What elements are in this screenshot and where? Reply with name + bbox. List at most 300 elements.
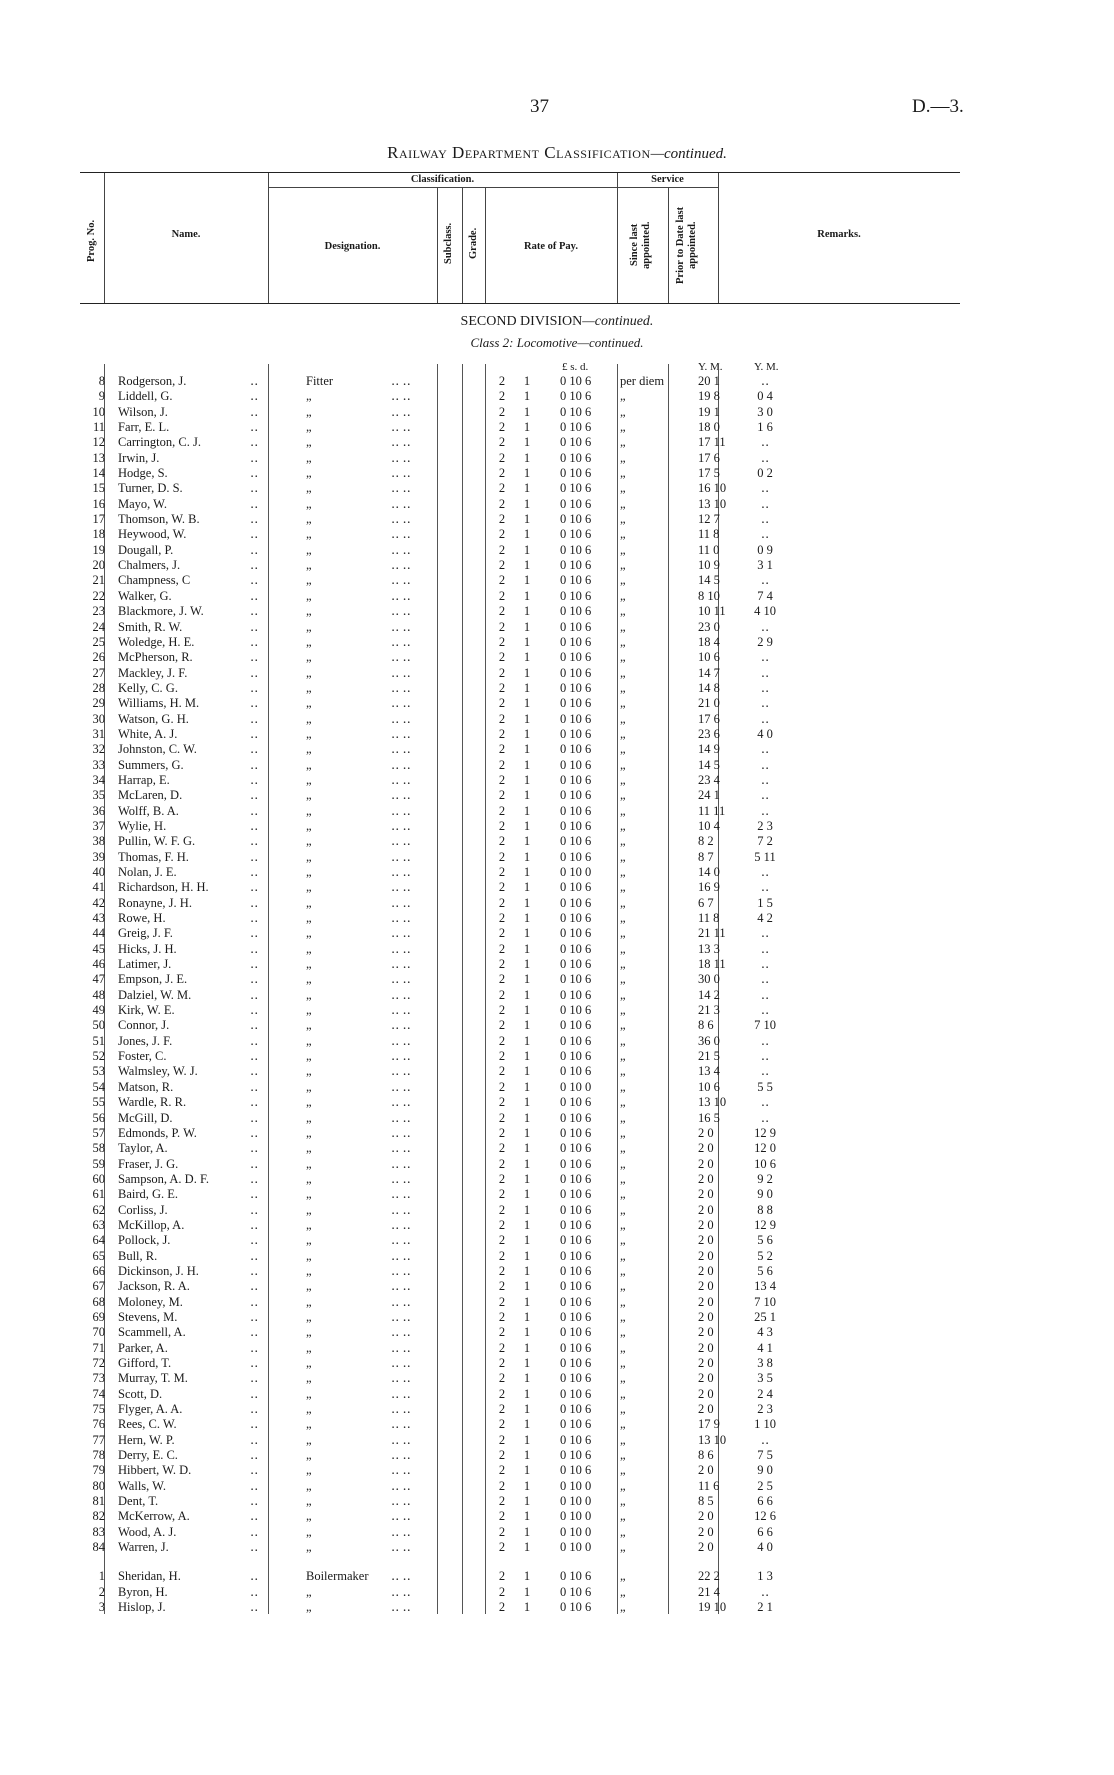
rate-cell: 0 10 6 bbox=[560, 1309, 592, 1324]
prog-no-cell: 43 bbox=[92, 911, 105, 926]
grade-cell: 1 bbox=[523, 941, 531, 956]
prior-to-date-cell: 25 1 bbox=[754, 1309, 776, 1324]
prior-to-date-cell: ‥ bbox=[760, 711, 770, 726]
since-last-cell: 23 4 bbox=[698, 772, 720, 787]
rate-cell: 0 10 6 bbox=[560, 1156, 592, 1171]
prog-no-cell: 56 bbox=[92, 1110, 105, 1125]
prog-no-cell: 71 bbox=[92, 1340, 105, 1355]
prior-to-date-cell: 2 5 bbox=[757, 1478, 773, 1493]
rate-cell: 0 10 6 bbox=[560, 542, 592, 557]
rate-unit-cell: „ bbox=[620, 957, 626, 972]
prior-to-date-cell: ‥ bbox=[760, 1064, 770, 1079]
table-row bbox=[80, 666, 960, 681]
prior-to-date-cell: 4 0 bbox=[757, 726, 773, 741]
prog-no-cell: 51 bbox=[92, 1033, 105, 1048]
since-last-cell: 13 10 bbox=[698, 496, 727, 511]
rate-cell: 0 10 6 bbox=[560, 481, 592, 496]
leader-dots: ‥ ‥ bbox=[391, 1448, 411, 1463]
table-row bbox=[80, 1018, 960, 1033]
table-row bbox=[80, 1295, 960, 1310]
leader-dots: ‥ ‥ bbox=[391, 650, 411, 665]
name-cell: Woledge, H. E. bbox=[118, 634, 195, 649]
grade-cell: 1 bbox=[523, 680, 531, 695]
prior-to-date-cell: ‥ bbox=[760, 865, 770, 879]
leader-dots: ‥ bbox=[250, 1540, 259, 1555]
leader-dots: ‥ ‥ bbox=[391, 1600, 411, 1615]
prior-to-date-cell: ‥ bbox=[760, 435, 770, 450]
prior-to-date-cell: ‥ bbox=[760, 680, 770, 695]
rate-unit-cell: „ bbox=[620, 435, 626, 450]
leader-dots: ‥ bbox=[250, 1202, 259, 1217]
rate-cell: 0 10 6 bbox=[560, 512, 592, 527]
prior-to-date-cell: 7 4 bbox=[757, 588, 773, 603]
prior-to-date-cell: ‥ bbox=[760, 757, 770, 772]
rate-cell: 0 10 6 bbox=[560, 1171, 592, 1186]
leader-dots: ‥ bbox=[250, 941, 259, 956]
rate-unit-cell: „ bbox=[620, 803, 626, 818]
leader-dots: ‥ ‥ bbox=[391, 665, 411, 680]
prog-no-cell: 40 bbox=[92, 865, 105, 879]
prog-no-cell: 82 bbox=[92, 1509, 105, 1524]
table-row bbox=[80, 1417, 960, 1432]
leader-dots: ‥ bbox=[250, 1049, 259, 1064]
table-row bbox=[80, 650, 960, 665]
leader-dots: ‥ bbox=[250, 1233, 259, 1248]
leader-dots: ‥ ‥ bbox=[391, 1524, 411, 1539]
rate-cell: 0 10 6 bbox=[560, 1033, 592, 1048]
leader-dots: ‥ ‥ bbox=[391, 941, 411, 956]
rate-cell: 0 10 6 bbox=[560, 957, 592, 972]
leader-dots: ‥ ‥ bbox=[391, 1217, 411, 1232]
prior-to-date-cell: 4 2 bbox=[757, 911, 773, 926]
prior-to-date-cell: ‥ bbox=[760, 374, 770, 388]
section-title bbox=[0, 314, 1114, 330]
subclass-cell: 2 bbox=[498, 1171, 506, 1186]
name-cell: Smith, R. W. bbox=[118, 619, 183, 634]
leader-dots: ‥ bbox=[250, 634, 259, 649]
since-last-cell: 10 6 bbox=[698, 1079, 720, 1094]
since-last-cell: 11 8 bbox=[698, 527, 720, 542]
name-cell: Dougall, P. bbox=[118, 542, 174, 557]
prog-no-cell: 34 bbox=[92, 772, 105, 787]
grade-cell: 1 bbox=[523, 1463, 531, 1478]
table-row bbox=[80, 1249, 960, 1264]
prog-no-cell: 76 bbox=[92, 1417, 105, 1432]
prior-to-date-cell: 4 1 bbox=[757, 1340, 773, 1355]
designation-cell: „ bbox=[306, 481, 312, 496]
leader-dots: ‥ bbox=[250, 573, 259, 588]
name-cell: Baird, G. E. bbox=[118, 1187, 179, 1202]
subclass-cell: 2 bbox=[498, 389, 506, 404]
rate-unit-cell: „ bbox=[620, 1095, 626, 1110]
table-row bbox=[80, 819, 960, 834]
class-title: Class 2: Locomotive—continued. bbox=[470, 335, 644, 350]
since-last-cell: 10 4 bbox=[698, 818, 720, 833]
header-designation: Designation. bbox=[324, 241, 381, 252]
prior-to-date-cell: 1 3 bbox=[757, 1569, 773, 1584]
prog-no-cell: 68 bbox=[92, 1294, 105, 1309]
prior-to-date-cell: 3 1 bbox=[757, 558, 773, 573]
rate-cell: 0 10 0 bbox=[560, 1524, 592, 1539]
subclass-cell: 2 bbox=[498, 1187, 506, 1202]
leader-dots: ‥ ‥ bbox=[391, 435, 411, 450]
grade-cell: 1 bbox=[523, 1402, 531, 1417]
since-last-cell: 14 5 bbox=[698, 757, 720, 772]
grade-cell: 1 bbox=[523, 803, 531, 818]
subclass-cell: 2 bbox=[498, 1417, 506, 1432]
prior-to-date-cell: 12 6 bbox=[754, 1509, 776, 1524]
since-last-cell: 17 5 bbox=[698, 466, 720, 481]
prog-no-cell: 18 bbox=[92, 527, 105, 542]
rate-cell: 0 10 6 bbox=[560, 1356, 592, 1370]
prog-no-cell: 81 bbox=[92, 1494, 105, 1509]
since-last-cell: 2 0 bbox=[698, 1171, 714, 1186]
designation-cell: Fitter bbox=[306, 374, 334, 388]
designation-cell: „ bbox=[306, 818, 312, 833]
subclass-cell: 2 bbox=[498, 1248, 506, 1263]
rate-unit-cell: „ bbox=[620, 1584, 626, 1599]
leader-dots: ‥ ‥ bbox=[391, 1018, 411, 1033]
rate-unit-cell: „ bbox=[620, 1202, 626, 1217]
prior-to-date-cell: 2 4 bbox=[757, 1386, 773, 1401]
rate-unit-cell: „ bbox=[620, 466, 626, 481]
table-row bbox=[80, 1157, 960, 1172]
rate-cell: 0 10 6 bbox=[560, 604, 592, 619]
prog-no-cell: 27 bbox=[92, 665, 105, 680]
grade-cell: 1 bbox=[523, 895, 531, 910]
leader-dots: ‥ bbox=[250, 1417, 259, 1432]
leader-dots: ‥ bbox=[250, 987, 259, 1002]
name-cell: Bull, R. bbox=[118, 1248, 158, 1263]
header-name: Name. bbox=[171, 229, 201, 240]
rate-cell: 0 10 6 bbox=[560, 987, 592, 1002]
since-last-cell: 14 8 bbox=[698, 680, 720, 695]
rate-cell: 0 10 6 bbox=[560, 1125, 592, 1140]
designation-cell: „ bbox=[306, 588, 312, 603]
grade-cell: 1 bbox=[523, 1049, 531, 1064]
prog-no-cell: 60 bbox=[92, 1171, 105, 1186]
subclass-cell: 2 bbox=[498, 588, 506, 603]
prog-no-cell: 75 bbox=[92, 1402, 105, 1417]
table-row bbox=[80, 773, 960, 788]
designation-cell: „ bbox=[306, 1386, 312, 1401]
leader-dots: ‥ bbox=[250, 895, 259, 910]
prog-no-cell: 23 bbox=[92, 604, 105, 619]
name-cell: Latimer, J. bbox=[118, 957, 172, 972]
leader-dots: ‥ bbox=[250, 558, 259, 573]
rate-unit-cell: „ bbox=[620, 1125, 626, 1140]
rate-unit-cell: „ bbox=[620, 680, 626, 695]
grade-cell: 1 bbox=[523, 466, 531, 481]
subclass-cell: 2 bbox=[498, 1202, 506, 1217]
leader-dots: ‥ ‥ bbox=[391, 1233, 411, 1248]
prior-to-date-cell: ‥ bbox=[760, 1432, 770, 1447]
table-row bbox=[80, 604, 960, 619]
leader-dots: ‥ ‥ bbox=[391, 1095, 411, 1110]
name-cell: Moloney, M. bbox=[118, 1294, 183, 1309]
rate-cell: 0 10 6 bbox=[560, 1018, 592, 1033]
leader-dots: ‥ bbox=[250, 696, 259, 711]
leader-dots: ‥ ‥ bbox=[391, 619, 411, 634]
rate-unit-cell: „ bbox=[620, 1540, 626, 1555]
prog-no-cell: 65 bbox=[92, 1248, 105, 1263]
leader-dots: ‥ bbox=[250, 1141, 259, 1156]
prog-no-cell: 11 bbox=[92, 420, 105, 435]
prog-no-cell: 59 bbox=[92, 1156, 105, 1171]
leader-dots: ‥ bbox=[250, 1263, 259, 1278]
table-row bbox=[80, 1341, 960, 1356]
designation-cell: „ bbox=[306, 941, 312, 956]
since-last-cell: 17 11 bbox=[698, 435, 726, 450]
leader-dots: ‥ ‥ bbox=[391, 788, 411, 803]
grade-cell: 1 bbox=[523, 634, 531, 649]
leader-dots: ‥ bbox=[250, 1509, 259, 1524]
designation-cell: „ bbox=[306, 634, 312, 649]
table-row bbox=[80, 1569, 960, 1584]
name-cell: Dalziel, W. M. bbox=[118, 987, 192, 1002]
leader-dots: ‥ bbox=[250, 757, 259, 772]
leader-dots: ‥ ‥ bbox=[391, 588, 411, 603]
rate-cell: 0 10 6 bbox=[560, 803, 592, 818]
since-last-cell: 36 0 bbox=[698, 1033, 720, 1048]
since-last-cell: 2 0 bbox=[698, 1340, 714, 1355]
prog-no-cell: 70 bbox=[92, 1325, 105, 1340]
prior-to-date-cell: 4 10 bbox=[754, 604, 776, 619]
grade-cell: 1 bbox=[523, 1540, 531, 1555]
leader-dots: ‥ bbox=[250, 1569, 259, 1584]
rate-unit-cell: „ bbox=[620, 1509, 626, 1524]
leader-dots: ‥ ‥ bbox=[391, 512, 411, 527]
leader-dots: ‥ bbox=[250, 772, 259, 787]
leader-dots: ‥ ‥ bbox=[391, 926, 411, 941]
name-cell: McLaren, D. bbox=[118, 788, 183, 803]
leader-dots: ‥ ‥ bbox=[391, 1309, 411, 1324]
since-last-cell: 16 5 bbox=[698, 1110, 720, 1125]
name-cell: Mackley, J. F. bbox=[118, 665, 188, 680]
prog-no-cell: 84 bbox=[92, 1540, 105, 1555]
name-cell: Williams, H. M. bbox=[118, 696, 200, 711]
table-row bbox=[80, 1448, 960, 1463]
subclass-cell: 2 bbox=[498, 742, 506, 757]
name-cell: Richardson, H. H. bbox=[118, 880, 209, 895]
prior-to-date-cell: ‥ bbox=[760, 788, 770, 803]
prog-no-cell: 1 bbox=[98, 1569, 105, 1584]
prog-no-cell: 61 bbox=[92, 1187, 105, 1202]
since-last-cell: 20 1 bbox=[698, 374, 720, 388]
since-last-cell: 17 6 bbox=[698, 450, 720, 465]
rate-cell: 0 10 6 bbox=[560, 1003, 592, 1018]
name-cell: White, A. J. bbox=[118, 726, 178, 741]
subclass-cell: 2 bbox=[498, 604, 506, 619]
since-last-cell: 19 10 bbox=[698, 1600, 727, 1615]
name-cell: Taylor, A. bbox=[118, 1141, 168, 1156]
rate-cell: 0 10 0 bbox=[560, 1540, 592, 1555]
subclass-cell: 2 bbox=[498, 1309, 506, 1324]
name-cell: Scammell, A. bbox=[118, 1325, 186, 1340]
subclass-cell: 2 bbox=[498, 1003, 506, 1018]
name-cell: Turner, D. S. bbox=[118, 481, 183, 496]
prior-to-date-cell: ‥ bbox=[760, 1033, 770, 1048]
leader-dots: ‥ ‥ bbox=[391, 1386, 411, 1401]
prior-to-date-cell: 8 8 bbox=[757, 1202, 773, 1217]
table-row bbox=[80, 972, 960, 987]
rate-unit-cell: „ bbox=[620, 772, 626, 787]
leader-dots: ‥ bbox=[250, 1371, 259, 1386]
designation-cell: „ bbox=[306, 1033, 312, 1048]
leader-dots: ‥ ‥ bbox=[391, 972, 411, 987]
prog-no-cell: 31 bbox=[92, 726, 105, 741]
name-cell: Dent, T. bbox=[118, 1494, 159, 1509]
prog-no-cell: 39 bbox=[92, 849, 105, 864]
leader-dots: ‥ bbox=[250, 834, 259, 849]
subclass-cell: 2 bbox=[498, 1540, 506, 1555]
table-row bbox=[80, 1233, 960, 1248]
since-last-cell: 8 7 bbox=[698, 849, 714, 864]
grade-cell: 1 bbox=[523, 1340, 531, 1355]
subclass-cell: 2 bbox=[498, 865, 506, 879]
since-last-cell: 10 11 bbox=[698, 604, 726, 619]
rate-unit-cell: „ bbox=[620, 634, 626, 649]
since-last-cell: 21 4 bbox=[698, 1584, 720, 1599]
subclass-cell: 2 bbox=[498, 972, 506, 987]
designation-cell: „ bbox=[306, 880, 312, 895]
table-row bbox=[80, 1172, 960, 1187]
leader-dots: ‥ bbox=[250, 1125, 259, 1140]
rate-cell: 0 10 6 bbox=[560, 1294, 592, 1309]
subclass-cell: 2 bbox=[498, 1233, 506, 1248]
leader-dots: ‥ bbox=[250, 389, 259, 404]
leader-dots: ‥ bbox=[250, 1003, 259, 1018]
grade-cell: 1 bbox=[523, 1156, 531, 1171]
rate-unit-cell: „ bbox=[620, 849, 626, 864]
grade-cell: 1 bbox=[523, 450, 531, 465]
rate-unit-cell: „ bbox=[620, 389, 626, 404]
rate-cell: 0 10 6 bbox=[560, 788, 592, 803]
table-row bbox=[80, 804, 960, 819]
leader-dots: ‥ bbox=[250, 496, 259, 511]
prog-no-cell: 30 bbox=[92, 711, 105, 726]
prog-no-cell: 25 bbox=[92, 634, 105, 649]
designation-cell: „ bbox=[306, 420, 312, 435]
designation-cell: „ bbox=[306, 1509, 312, 1524]
since-last-cell: 18 11 bbox=[698, 957, 726, 972]
rate-cell: 0 10 6 bbox=[560, 1569, 592, 1584]
table-row bbox=[80, 681, 960, 696]
table-row bbox=[80, 451, 960, 466]
rate-unit-cell: „ bbox=[620, 1494, 626, 1509]
subclass-cell: 2 bbox=[498, 665, 506, 680]
table-row bbox=[80, 834, 960, 849]
rate-unit-cell: „ bbox=[620, 1064, 626, 1079]
rate-unit-cell: „ bbox=[620, 1294, 626, 1309]
rate-cell: 0 10 6 bbox=[560, 634, 592, 649]
designation-cell: „ bbox=[306, 1064, 312, 1079]
table-row bbox=[80, 1371, 960, 1386]
rate-unit-cell: „ bbox=[620, 1356, 626, 1370]
name-cell: Hicks, J. H. bbox=[118, 941, 177, 956]
since-last-cell: 2 0 bbox=[698, 1325, 714, 1340]
grade-cell: 1 bbox=[523, 1110, 531, 1125]
designation-cell: „ bbox=[306, 1309, 312, 1324]
since-last-cell: 17 9 bbox=[698, 1417, 720, 1432]
leader-dots: ‥ ‥ bbox=[391, 957, 411, 972]
prog-no-cell: 12 bbox=[92, 435, 105, 450]
grade-cell: 1 bbox=[523, 1233, 531, 1248]
subclass-cell: 2 bbox=[498, 1569, 506, 1584]
rate-unit-cell: „ bbox=[620, 496, 626, 511]
subclass-cell: 2 bbox=[498, 420, 506, 435]
table-row bbox=[80, 1463, 960, 1478]
prog-no-cell: 24 bbox=[92, 619, 105, 634]
designation-cell: „ bbox=[306, 803, 312, 818]
designation-cell: „ bbox=[306, 1371, 312, 1386]
rate-cell: 0 10 6 bbox=[560, 818, 592, 833]
since-last-cell: 21 11 bbox=[698, 926, 726, 941]
leader-dots: ‥ ‥ bbox=[391, 1294, 411, 1309]
rate-cell: 0 10 6 bbox=[560, 527, 592, 542]
leader-dots: ‥ bbox=[250, 1524, 259, 1539]
name-cell: Hislop, J. bbox=[118, 1600, 166, 1615]
rate-cell: 0 10 6 bbox=[560, 834, 592, 849]
subclass-cell: 2 bbox=[498, 1141, 506, 1156]
subclass-cell: 2 bbox=[498, 1079, 506, 1094]
since-last-cell: 21 5 bbox=[698, 1049, 720, 1064]
subclass-cell: 2 bbox=[498, 1095, 506, 1110]
since-last-cell: 2 0 bbox=[698, 1263, 714, 1278]
header-rate-of-pay: Rate of Pay. bbox=[524, 241, 578, 252]
table-row bbox=[80, 1525, 960, 1540]
designation-cell: „ bbox=[306, 1156, 312, 1171]
grade-cell: 1 bbox=[523, 1003, 531, 1018]
since-last-cell: 6 7 bbox=[698, 895, 714, 910]
rate-unit-cell: „ bbox=[620, 512, 626, 527]
name-cell: Derry, E. C. bbox=[118, 1448, 178, 1463]
since-last-cell: 2 0 bbox=[698, 1463, 714, 1478]
subclass-cell: 2 bbox=[498, 911, 506, 926]
grade-cell: 1 bbox=[523, 1325, 531, 1340]
subclass-cell: 2 bbox=[498, 696, 506, 711]
table-row bbox=[80, 1203, 960, 1218]
header-prior-to-date: Prior to Date last appointed. bbox=[675, 206, 698, 284]
leader-dots: ‥ bbox=[250, 788, 259, 803]
name-cell: Sampson, A. D. F. bbox=[118, 1171, 210, 1186]
designation-cell: „ bbox=[306, 1095, 312, 1110]
grade-cell: 1 bbox=[523, 1171, 531, 1186]
designation-cell: „ bbox=[306, 1141, 312, 1156]
grade-cell: 1 bbox=[523, 1569, 531, 1584]
subclass-cell: 2 bbox=[498, 512, 506, 527]
leader-dots: ‥ bbox=[250, 665, 259, 680]
prior-to-date-cell: 12 9 bbox=[754, 1217, 776, 1232]
since-last-cell: 18 0 bbox=[698, 420, 720, 435]
rate-cell: 0 10 6 bbox=[560, 680, 592, 695]
leader-dots: ‥ bbox=[250, 1402, 259, 1417]
table-row bbox=[80, 1600, 960, 1615]
prior-to-date-cell: 5 6 bbox=[757, 1233, 773, 1248]
designation-cell: „ bbox=[306, 1079, 312, 1094]
rate-cell: 0 10 6 bbox=[560, 558, 592, 573]
table-row bbox=[80, 527, 960, 542]
rate-cell: 0 10 6 bbox=[560, 420, 592, 435]
prog-no-cell: 15 bbox=[92, 481, 105, 496]
rate-cell: 0 10 6 bbox=[560, 404, 592, 419]
leader-dots: ‥ ‥ bbox=[391, 404, 411, 419]
name-cell: Wolff, B. A. bbox=[118, 803, 179, 818]
table-row bbox=[80, 497, 960, 512]
grade-cell: 1 bbox=[523, 1279, 531, 1294]
prior-to-date-cell: ‥ bbox=[760, 1049, 770, 1064]
rate-cell: 0 10 6 bbox=[560, 1584, 592, 1599]
